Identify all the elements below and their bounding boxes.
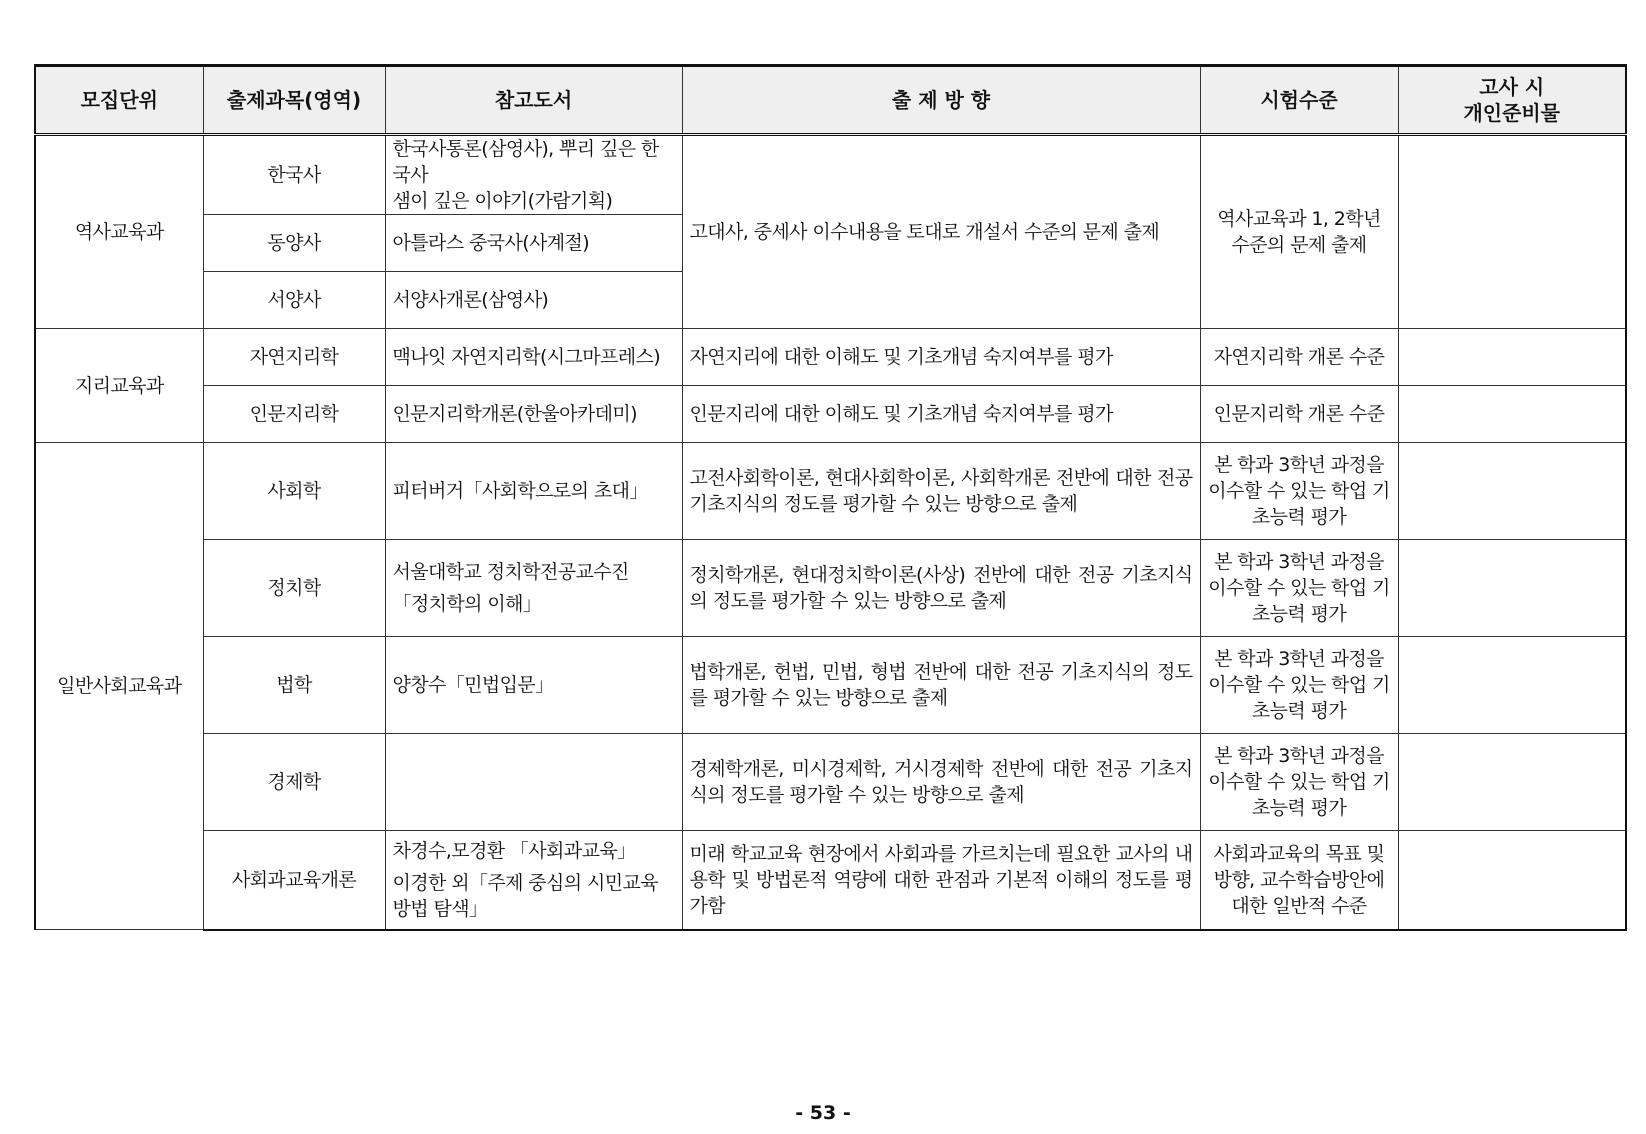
reference-cell — [385, 734, 682, 831]
level-cell: 자연지리학 개론 수준 — [1200, 329, 1398, 386]
reference-line: 이경한 외「주제 중심의 시민교육 방법 탐색」 — [392, 871, 659, 920]
subject-cell: 법학 — [203, 637, 385, 734]
reference-cell: 양창수「민법입문」 — [385, 637, 682, 734]
level-cell: 사회과교육의 목표 및 방향, 교수학습방안에 대한 일반적 수준 — [1200, 831, 1398, 930]
table-header-row — [35, 66, 1626, 135]
subject-cell: 경제학 — [203, 734, 385, 831]
subject-cell: 정치학 — [203, 540, 385, 637]
reference-cell: 맥나잇 자연지리학(시그마프레스) — [385, 329, 682, 386]
subject-cell: 사회과교육개론 — [203, 831, 385, 930]
reference-cell — [385, 135, 682, 215]
level-cell: 본 학과 3학년 과정을 이수할 수 있는 학업 기초능력 평가 — [1200, 637, 1398, 734]
level-cell: 본 학과 3학년 과정을 이수할 수 있는 학업 기초능력 평가 — [1200, 443, 1398, 540]
subject-cell: 서양사 — [203, 272, 385, 329]
reference-line: 「정치학의 이해」 — [392, 593, 542, 615]
header-unit: 모집단위 — [35, 66, 203, 135]
reference-cell: 아틀라스 중국사(사계절) — [385, 215, 682, 272]
direction-cell: 자연지리에 대한 이해도 및 기초개념 숙지여부를 평가 — [682, 329, 1200, 386]
table-row — [35, 734, 1626, 831]
preparation-cell — [1398, 831, 1626, 930]
subject-cell: 사회학 — [203, 443, 385, 540]
reference-cell — [385, 540, 682, 637]
reference-line: 샘이 깊은 이야기(가람기획) — [392, 190, 613, 212]
subject-cell: 동양사 — [203, 215, 385, 272]
header-prep-line2: 개인준비물 — [1463, 101, 1561, 125]
header-preparation — [1398, 66, 1626, 135]
subject-cell: 한국사 — [203, 135, 385, 215]
level-cell: 본 학과 3학년 과정을 이수할 수 있는 학업 기초능력 평가 — [1200, 734, 1398, 831]
preparation-cell — [1398, 540, 1626, 637]
preparation-cell — [1398, 443, 1626, 540]
table-row — [35, 135, 1626, 215]
table-row — [35, 443, 1626, 540]
reference-line: 서울대학교 정치학전공교수진 — [392, 561, 629, 583]
unit-cell: 지리교육과 — [35, 329, 203, 443]
preparation-cell — [1398, 734, 1626, 831]
subject-cell: 자연지리학 — [203, 329, 385, 386]
direction-cell: 고전사회학이론, 현대사회학이론, 사회학개론 전반에 대한 전공 기초지식의 정도를 평가할 수 있는 방향으로 출제 — [682, 443, 1200, 540]
direction-cell: 미래 학교교육 현장에서 사회과를 가르치는데 필요한 교사의 내용학 및 방법론적 역량에 대한 관점과 기본적 이해의 정도를 평가함 — [682, 831, 1200, 930]
header-direction: 출 제 방 향 — [682, 66, 1200, 135]
level-cell: 인문지리학 개론 수준 — [1200, 386, 1398, 443]
direction-cell: 정치학개론, 현대정치학이론(사상) 전반에 대한 전공 기초지식의 정도를 평가할 수 있는 방향으로 출제 — [682, 540, 1200, 637]
direction-cell: 고대사, 중세사 이수내용을 토대로 개설서 수준의 문제 출제 — [682, 135, 1200, 329]
table-row — [35, 637, 1626, 734]
table-row — [35, 540, 1626, 637]
unit-cell: 일반사회교육과 — [35, 443, 203, 930]
header-level: 시험수준 — [1200, 66, 1398, 135]
header-reference: 참고도서 — [385, 66, 682, 135]
exam-subject-table — [34, 64, 1627, 931]
page-number: - 53 - — [795, 1102, 851, 1124]
preparation-cell — [1398, 386, 1626, 443]
table-row — [35, 329, 1626, 386]
header-prep-line1: 고사 시 — [1479, 75, 1545, 99]
table-row — [35, 831, 1626, 930]
reference-cell — [385, 831, 682, 930]
header-subject: 출제과목(영역) — [203, 66, 385, 135]
preparation-cell — [1398, 637, 1626, 734]
unit-cell: 역사교육과 — [35, 135, 203, 329]
level-cell: 역사교육과 1, 2학년 수준의 문제 출제 — [1200, 135, 1398, 329]
reference-cell: 피터버거「사회학으로의 초대」 — [385, 443, 682, 540]
reference-cell: 서양사개론(삼영사) — [385, 272, 682, 329]
reference-cell: 인문지리학개론(한울아카데미) — [385, 386, 682, 443]
reference-line: 차경수,모경환 「사회과교육」 — [392, 839, 636, 862]
preparation-cell — [1398, 135, 1626, 329]
direction-cell: 인문지리에 대한 이해도 및 기초개념 숙지여부를 평가 — [682, 386, 1200, 443]
direction-cell: 경제학개론, 미시경제학, 거시경제학 전반에 대한 전공 기초지식의 정도를 평가할 수 있는 방향으로 출제 — [682, 734, 1200, 831]
subject-cell: 인문지리학 — [203, 386, 385, 443]
level-cell: 본 학과 3학년 과정을 이수할 수 있는 학업 기초능력 평가 — [1200, 540, 1398, 637]
reference-line: 한국사통론(삼영사), 뿌리 깊은 한국사 — [392, 138, 659, 186]
direction-cell: 법학개론, 헌법, 민법, 형법 전반에 대한 전공 기초지식의 정도를 평가할 수 있는 방향으로 출제 — [682, 637, 1200, 734]
table-row — [35, 386, 1626, 443]
preparation-cell — [1398, 329, 1626, 386]
